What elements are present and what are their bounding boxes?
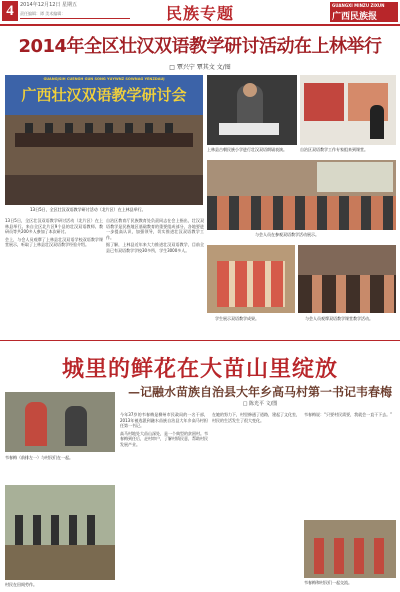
photo-classroom [207, 160, 396, 230]
photo-caption-8: 村民在田间劳作。 [5, 582, 37, 587]
photo-village-2 [5, 485, 115, 580]
article2-paragraph-3: 在她的努力下，村里修通了道路，建起了文化室，村民的生活发生了很大变化。 [212, 412, 300, 423]
article2-body-col1 [120, 412, 208, 449]
photo-classroom-window [317, 162, 393, 192]
photo-exhibition [300, 75, 396, 145]
photo-caption-4: 与会人员在参观双语教学活动展示。 [255, 232, 319, 237]
photo-caption-1: 13日5日，全区壮汉双语教学研讨活动（北片区）在上林县举行。 [30, 207, 146, 212]
photo-exhibition-person [370, 105, 384, 139]
photo-people-row [25, 123, 183, 133]
photo-village-2-people [15, 515, 105, 545]
photo-village-2-ground [5, 545, 115, 580]
photo-observation [298, 245, 396, 313]
photo-speaker-face [243, 83, 257, 97]
header-rule [20, 18, 130, 19]
photo-students [207, 245, 295, 313]
photo-speaker-desk [219, 123, 279, 135]
article2-headline: 城里的鲜花在大苗山里绽放 [61, 356, 338, 382]
photo-caption-3: 自治区双语教学工作专家组来到课堂。 [300, 147, 368, 152]
photo-banner-pinyin: GUANGJSIH CUENGH GUN SONG YUYWNZ SOWNAG YENZDAUJ [43, 77, 165, 81]
photo-conference [5, 75, 203, 205]
header-date: 2014年12月12日 星期五 [20, 2, 78, 8]
photo-exhibition-board-1 [304, 83, 344, 121]
article1-byline [110, 62, 290, 71]
article1-headline: 2014年全区壮汉双语教学研讨活动在上林举行 [18, 36, 382, 57]
section-divider [0, 340, 400, 341]
photo-village-3 [304, 520, 396, 578]
brand-name: 广西民族报 [332, 12, 378, 22]
photo-village-1-person2 [65, 406, 87, 446]
article2-body-col2 [212, 412, 300, 425]
photo-banner-text: 广西壮汉双语教学研讨会 [21, 86, 187, 104]
photo-audience [5, 175, 203, 205]
article1-byline-text: □ 覃兴宁 覃其文 文/图 [169, 64, 231, 71]
article2-byline: □ 陈光平 文/图 [242, 401, 278, 407]
page-number: 4 [2, 1, 18, 21]
article1-paragraph-1: 13日5日，全区壮汉双语教学研讨活动（北片区）在上林县举行。来自全区北片区9个县的壮汉双语教师、教研员等共200多人参加了本次研讨。 [5, 218, 103, 234]
article2-paragraph-2: 高马村地处大苗山深处，是一个典型的贫困村。韦春梅到任后，走村串户，了解村情民意，帮助村民发展产业。 [120, 430, 208, 447]
article1-body-col2 [106, 218, 204, 255]
photo-stage-table [15, 133, 193, 147]
photo-caption-9: 韦春梅和村民们一起交流。 [304, 580, 352, 585]
article1-body [5, 218, 103, 250]
photo-classroom-students [207, 196, 396, 230]
article2-body-col3 [304, 412, 396, 420]
photo-observation-desks [298, 275, 396, 313]
section-title: 民族专题 [165, 4, 234, 23]
photo-village-1 [5, 392, 115, 452]
photo-speaker [207, 75, 297, 145]
article1-paragraph-2: 会上，与会人员观摩了上林县壮汉双语学校双语教学课堂展示，听取了上林县壮汉双语教学经验介绍。 [5, 236, 103, 247]
brand-pinyin: GUANGXI MINZU ZIXUN [332, 3, 385, 8]
photo-students-group [217, 261, 285, 307]
photo-caption-2: 上林县古朝民族小学进行壮汉双语朗诵表演。 [207, 147, 287, 152]
article1-paragraph-4: 据了解，上林县近年来大力推进壮汉双语教学，目前全县已有双语教学学校30多所，学生3000多人。 [106, 242, 204, 253]
article2-paragraph-1: 今年37岁的韦春梅是柳州市民政局的一名干部，2013年被选派到融水苗族自治县大年乡高马村担任第一书记。 [120, 412, 208, 428]
photo-village-1-person [25, 402, 47, 446]
article1-paragraph-3: 自治区教育厅民族教育处负责同志在会上指出，壮汉双语教学是民族地区基础教育的重要组成部分，各地要进一步提高认识，加强领导，切实推进壮汉双语教学工作。 [106, 218, 204, 240]
photo-caption-6: 与会人员观摩双语教学课堂教学活动。 [305, 316, 373, 321]
photo-village-3-people [314, 538, 386, 574]
article2-subhead: —记融水苗族自治县大年乡高马村第一书记韦春梅 [127, 385, 392, 399]
header-editor: 责任编辑：谭 美术编辑： [20, 11, 66, 16]
photo-caption-5: 学生展示双语教学成果。 [215, 316, 259, 321]
article2-paragraph-4: 韦春梅说：“只要村民需要，我就会一直干下去。” [304, 412, 393, 417]
photo-caption-7: 韦春梅（前排左一）与村民们在一起。 [5, 455, 73, 460]
